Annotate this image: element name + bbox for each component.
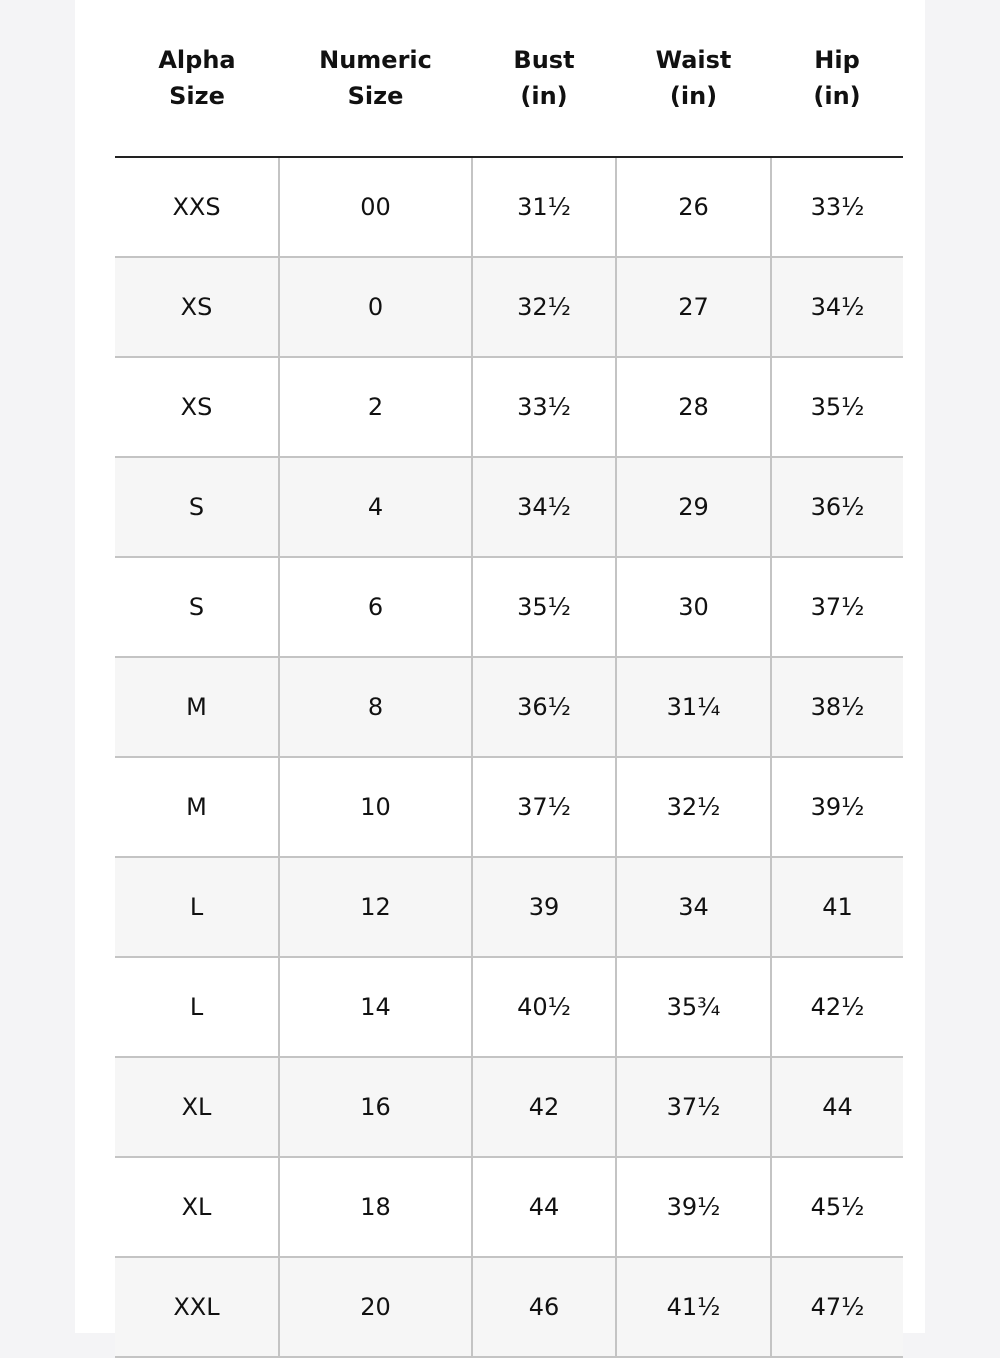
header-line: (in) [520, 82, 568, 110]
hip-cell: 39½ [771, 757, 903, 857]
bust-cell: 34½ [472, 457, 616, 557]
waist-cell: 30 [616, 557, 771, 657]
header-line: Size [169, 82, 225, 110]
hip-cell: 42½ [771, 957, 903, 1057]
alpha-size-cell: S [115, 557, 279, 657]
numeric-size-cell: 4 [279, 457, 472, 557]
numeric-size-cell: 16 [279, 1057, 472, 1157]
bust-cell: 37½ [472, 757, 616, 857]
waist-cell: 39½ [616, 1157, 771, 1257]
waist-cell: 32½ [616, 757, 771, 857]
table-row [115, 257, 903, 357]
table-row [115, 1157, 903, 1257]
alpha-size-cell: XL [115, 1057, 279, 1157]
table-row [115, 857, 903, 957]
numeric-size-cell: 00 [279, 157, 472, 257]
numeric-size-cell: 12 [279, 857, 472, 957]
waist-cell: 26 [616, 157, 771, 257]
waist-cell: 29 [616, 457, 771, 557]
bust-cell: 33½ [472, 357, 616, 457]
header-line: Numeric [319, 46, 432, 74]
hip-cell: 37½ [771, 557, 903, 657]
bust-cell: 40½ [472, 957, 616, 1057]
alpha-size-cell: M [115, 757, 279, 857]
bust-cell: 46 [472, 1257, 616, 1357]
bust-cell: 39 [472, 857, 616, 957]
table-row [115, 1257, 903, 1357]
numeric-size-cell: 0 [279, 257, 472, 357]
bust-cell: 42 [472, 1057, 616, 1157]
header-line: Bust [513, 46, 575, 74]
numeric-size-cell: 18 [279, 1157, 472, 1257]
alpha-size-cell: XL [115, 1157, 279, 1257]
table-row [115, 757, 903, 857]
alpha-size-cell: L [115, 857, 279, 957]
waist-cell: 31¼ [616, 657, 771, 757]
header-bust [472, 0, 616, 157]
header-line: Waist [655, 46, 732, 74]
header-line: (in) [669, 82, 718, 110]
header-line: (in) [813, 82, 861, 110]
alpha-size-cell: XXS [115, 157, 279, 257]
bust-cell: 44 [472, 1157, 616, 1257]
hip-cell: 34½ [771, 257, 903, 357]
bust-cell: 35½ [472, 557, 616, 657]
hip-cell: 41 [771, 857, 903, 957]
header-numeric-size [279, 0, 472, 157]
waist-cell: 28 [616, 357, 771, 457]
alpha-size-cell: XXL [115, 1257, 279, 1357]
header-line: Hip [814, 46, 860, 74]
table-row [115, 157, 903, 257]
numeric-size-cell: 2 [279, 357, 472, 457]
table-row [115, 357, 903, 457]
numeric-size-cell: 14 [279, 957, 472, 1057]
alpha-size-cell: XS [115, 357, 279, 457]
waist-cell: 41½ [616, 1257, 771, 1357]
numeric-size-cell: 6 [279, 557, 472, 657]
table-row [115, 657, 903, 757]
alpha-size-cell: M [115, 657, 279, 757]
numeric-size-cell: 10 [279, 757, 472, 857]
waist-cell: 34 [616, 857, 771, 957]
hip-cell: 47½ [771, 1257, 903, 1357]
table-row [115, 957, 903, 1057]
alpha-size-cell: L [115, 957, 279, 1057]
header-line: Size [347, 82, 404, 110]
table-row [115, 557, 903, 657]
alpha-size-cell: S [115, 457, 279, 557]
hip-cell: 38½ [771, 657, 903, 757]
waist-cell: 27 [616, 257, 771, 357]
table-body [115, 157, 903, 1357]
hip-cell: 45½ [771, 1157, 903, 1257]
waist-cell: 37½ [616, 1057, 771, 1157]
header-waist [616, 0, 771, 157]
bust-cell: 36½ [472, 657, 616, 757]
numeric-size-cell: 20 [279, 1257, 472, 1357]
bust-cell: 31½ [472, 157, 616, 257]
hip-cell: 35½ [771, 357, 903, 457]
waist-cell: 35¾ [616, 957, 771, 1057]
table-row [115, 1057, 903, 1157]
header-alpha-size [115, 0, 279, 157]
alpha-size-cell: XS [115, 257, 279, 357]
hip-cell: 36½ [771, 457, 903, 557]
header-hip [771, 0, 903, 157]
numeric-size-cell: 8 [279, 657, 472, 757]
hip-cell: 33½ [771, 157, 903, 257]
hip-cell: 44 [771, 1057, 903, 1157]
table-row [115, 457, 903, 557]
bust-cell: 32½ [472, 257, 616, 357]
header-line: Alpha [158, 46, 236, 74]
table-header-row [115, 0, 903, 157]
size-chart-table [115, 0, 903, 1358]
